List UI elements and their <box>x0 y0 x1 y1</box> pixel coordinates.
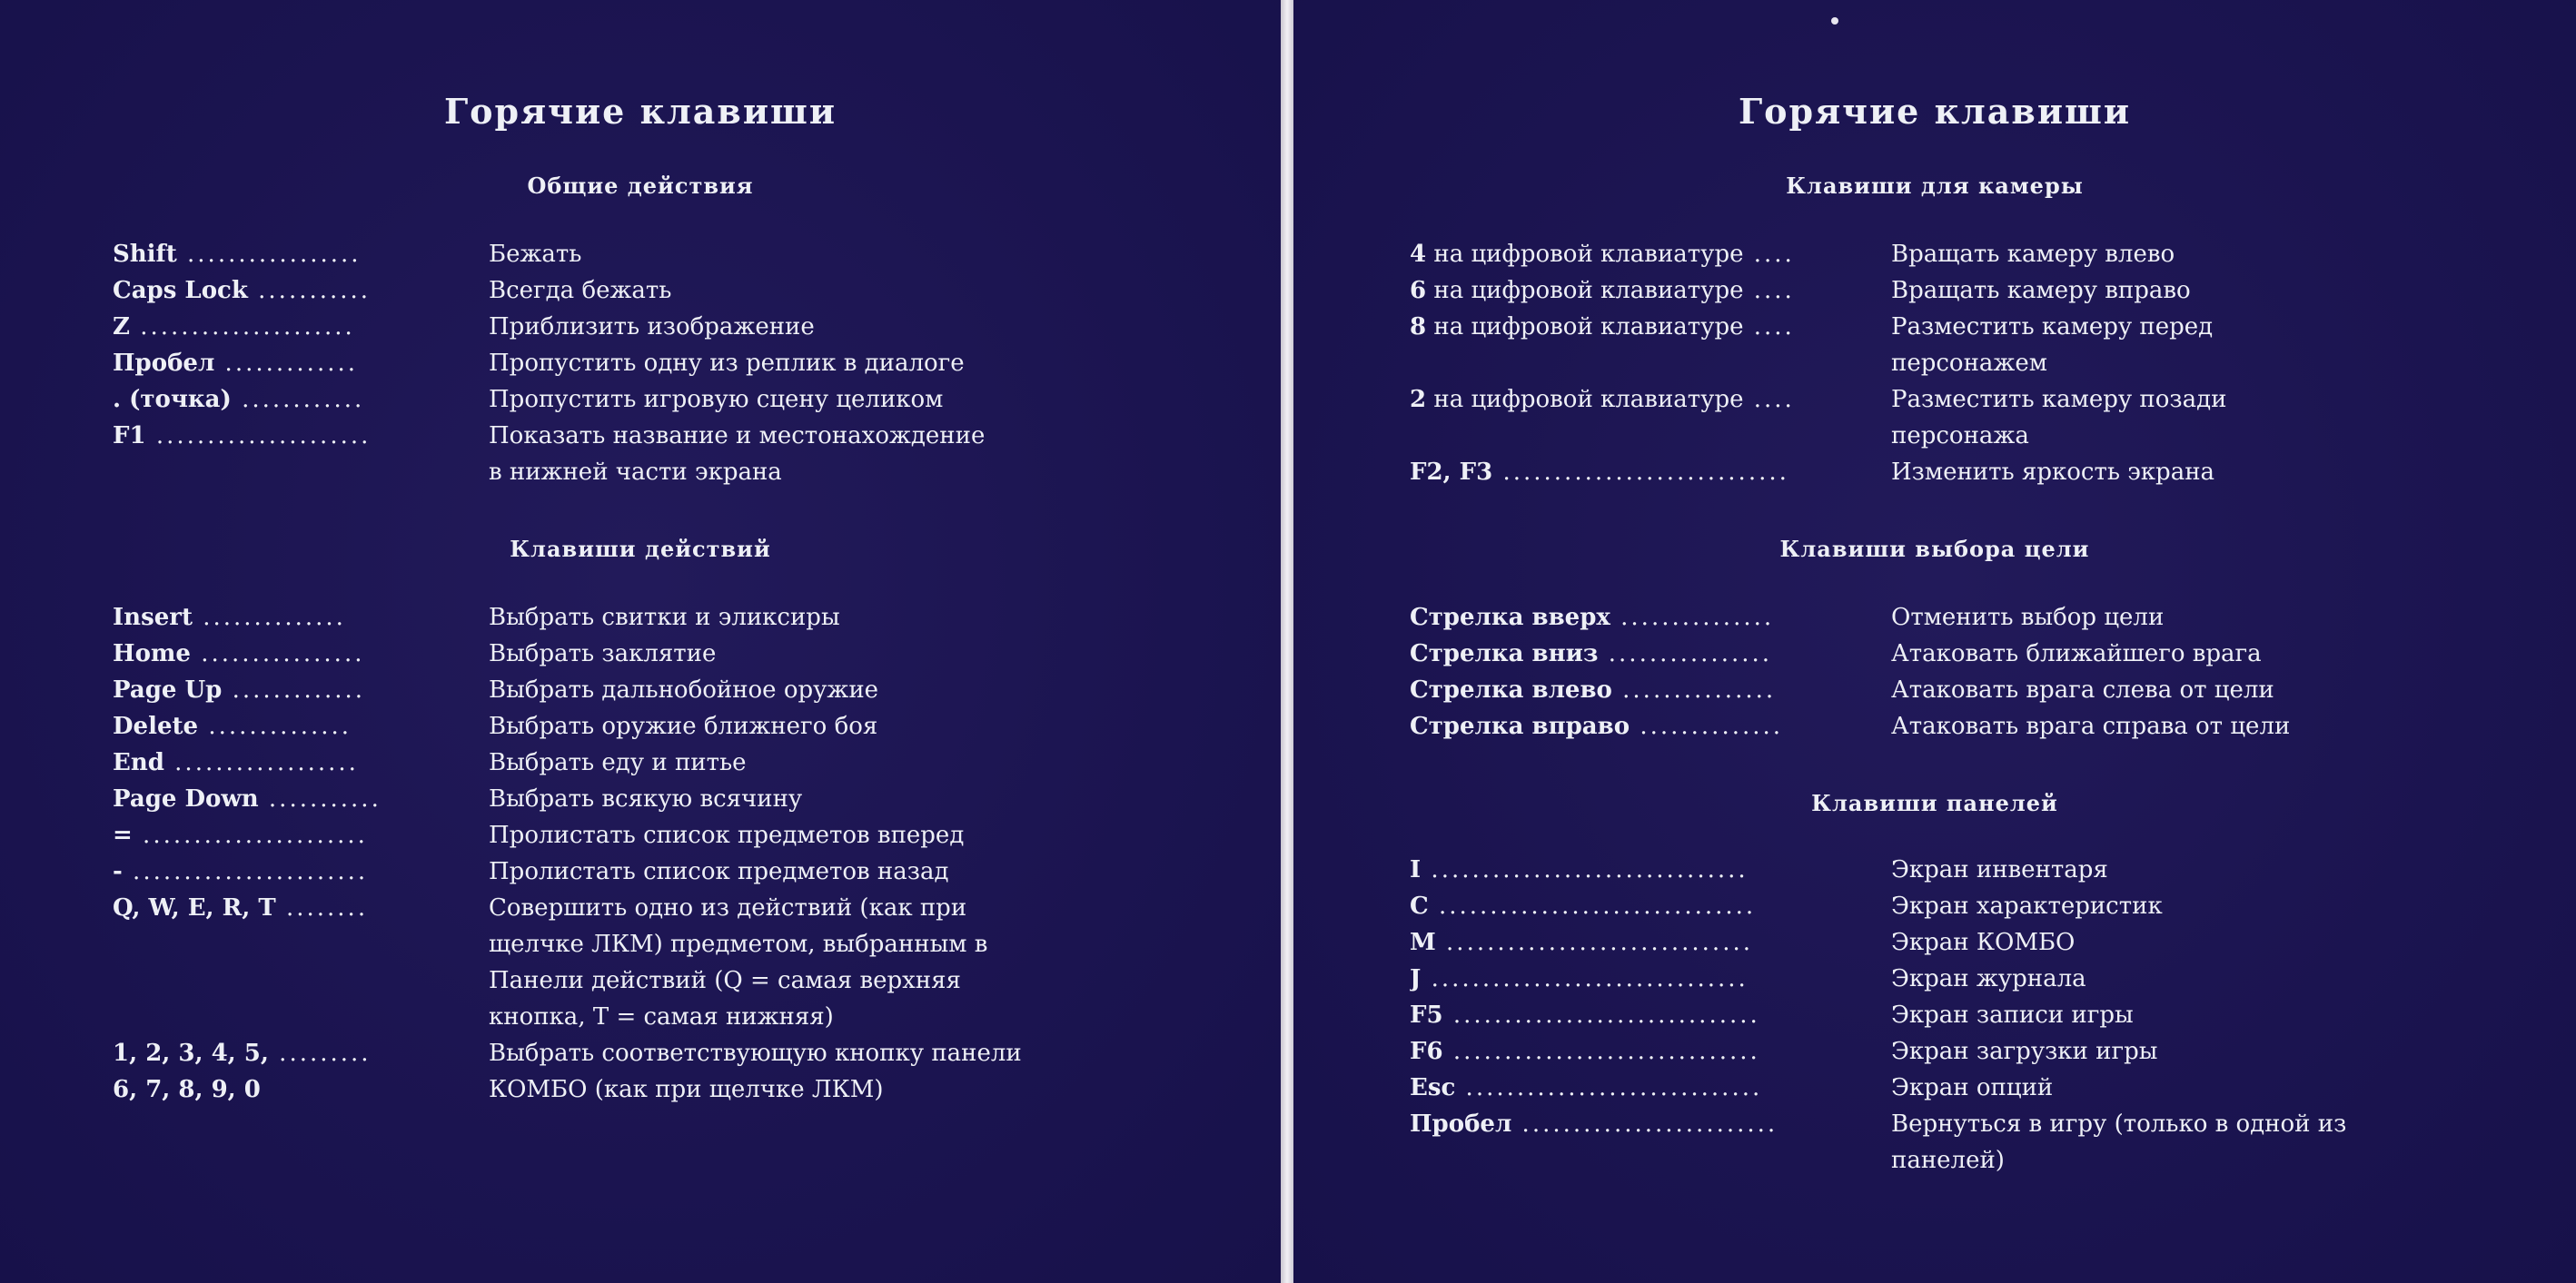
print-dot <box>1831 17 1838 25</box>
leader-dots: .... <box>1743 241 1795 268</box>
leader-dots: ............. <box>214 350 359 377</box>
hotkey-description: Вращать камеру влево <box>1891 241 2175 268</box>
hotkey-description: Экран опций <box>1891 1074 2054 1101</box>
hotkey-description: Выбрать дальнобойное оружие <box>489 676 879 704</box>
hotkey-row <box>113 708 352 745</box>
hotkey-key: Shift <box>113 241 177 268</box>
hotkey-description: Разместить камеру позади <box>1891 386 2227 413</box>
hotkey-key: Стрелка вниз <box>1410 640 1599 667</box>
leader-dots: ............... <box>1610 604 1775 631</box>
hotkey-description: Экран инвентаря <box>1891 856 2108 883</box>
hotkey-row <box>113 781 381 817</box>
leader-dots: ............ <box>231 386 365 413</box>
hotkey-row <box>113 1035 372 1071</box>
leader-dots: .............................. <box>1435 929 1753 956</box>
hotkey-row <box>1410 1106 1778 1142</box>
leader-dots: ..................... <box>145 422 372 449</box>
leader-dots: .............. <box>198 713 352 740</box>
hotkey-row <box>1410 888 1756 924</box>
hotkey-description: Экран КОМБО <box>1891 929 2076 956</box>
hotkey-description: Выбрать оружие ближнего боя <box>489 713 878 740</box>
hotkey-description: Совершить одно из действий (как при <box>489 894 967 922</box>
hotkey-key: 8 <box>1410 313 1427 340</box>
hotkey-key-suffix: на цифровой клавиатуре <box>1426 241 1744 268</box>
hotkey-row <box>113 636 364 672</box>
hotkey-row <box>1410 1070 1762 1106</box>
hotkey-key: = <box>113 822 133 849</box>
leader-dots: .............. <box>192 604 346 631</box>
hotkey-description: Выбрать заклятие <box>489 640 717 667</box>
hotkey-key: Q, W, E, R, T <box>113 894 276 922</box>
hotkey-key: 2 <box>1410 386 1427 413</box>
leader-dots: ................ <box>190 640 365 667</box>
hotkey-key: . (точка) <box>113 386 232 413</box>
hotkey-description: Показать название и местонахождение <box>489 422 986 449</box>
hotkey-key: Стрелка вправо <box>1410 713 1630 740</box>
section-title: Клавиши панелей <box>1811 790 2058 816</box>
section-title: Общие действия <box>527 173 754 199</box>
leader-dots: ............. <box>222 676 366 704</box>
leader-dots: .... <box>1743 386 1795 413</box>
leader-dots: ............................... <box>1428 893 1757 920</box>
section-title: Клавиши выбора цели <box>1779 536 2090 562</box>
left-page <box>0 0 1281 1283</box>
hotkey-key: F2, F3 <box>1410 459 1493 486</box>
hotkey-row <box>113 890 368 926</box>
leader-dots: ........... <box>258 785 381 813</box>
hotkey-key: F5 <box>1410 1002 1443 1029</box>
hotkey-key: I <box>1410 856 1422 883</box>
hotkey-description: Пролистать список предметов вперед <box>489 822 965 849</box>
leader-dots: ............................... <box>1421 965 1749 992</box>
hotkey-description: Пропустить игровую сцену целиком <box>489 386 944 413</box>
hotkey-key: 6 <box>1410 277 1427 304</box>
hotkey-key: 1, 2, 3, 4, 5, <box>113 1040 269 1067</box>
hotkey-key: M <box>1410 929 1436 956</box>
hotkey-description: Выбрать соответствующую кнопку панели <box>489 1040 1022 1067</box>
hotkey-description: персонажа <box>1891 422 2029 449</box>
hotkey-row <box>1410 454 1789 490</box>
leader-dots: ........ <box>275 894 369 922</box>
leader-dots: .... <box>1743 313 1795 340</box>
hotkey-description: Пролистать список предметов назад <box>489 858 949 885</box>
leader-dots: ............................ <box>1492 459 1789 486</box>
page-fold <box>1281 0 1293 1283</box>
hotkey-key: 6, 7, 8, 9, 0 <box>113 1076 261 1103</box>
hotkey-row <box>1410 672 1776 708</box>
hotkey-key: C <box>1410 893 1429 920</box>
hotkey-row <box>1410 852 1749 888</box>
leader-dots: ..................... <box>129 313 355 340</box>
hotkey-key: Стрелка вверх <box>1410 604 1610 631</box>
right-page <box>1293 0 2576 1283</box>
leader-dots: ................. <box>176 241 362 268</box>
hotkey-description: КОМБО (как при щелчке ЛКМ) <box>489 1076 884 1103</box>
page-title: Горячие клавиши <box>1738 91 2132 132</box>
hotkey-description: щелчке ЛКМ) предметом, выбранным в <box>489 931 988 958</box>
hotkey-row <box>113 745 359 781</box>
hotkey-description: Экран загрузки игры <box>1891 1038 2158 1065</box>
leader-dots: ............................... <box>1421 856 1749 883</box>
hotkey-key: Z <box>113 313 130 340</box>
hotkey-description: Бежать <box>489 241 582 268</box>
hotkey-description: Выбрать всякую всячину <box>489 785 803 813</box>
hotkey-row <box>113 418 371 454</box>
hotkey-row <box>1410 997 1760 1033</box>
hotkey-row <box>1410 599 1774 636</box>
leader-dots: ............................. <box>1455 1074 1763 1101</box>
hotkey-key: Insert <box>113 604 193 631</box>
hotkey-key: Page Down <box>113 785 259 813</box>
hotkey-description: Выбрать еду и питье <box>489 749 747 776</box>
leader-dots: .............................. <box>1442 1038 1760 1065</box>
hotkey-description: персонажем <box>1891 350 2047 377</box>
hotkey-row <box>1410 708 1783 745</box>
hotkey-description: Изменить яркость экрана <box>1891 459 2215 486</box>
hotkey-description: кнопка, T = самая нижняя) <box>489 1003 834 1031</box>
hotkey-row <box>113 817 368 854</box>
hotkey-row <box>113 381 364 418</box>
hotkey-description: Разместить камеру перед <box>1891 313 2214 340</box>
hotkey-key: Caps Lock <box>113 277 248 304</box>
hotkey-key: F1 <box>113 422 146 449</box>
hotkey-key: End <box>113 749 164 776</box>
hotkey-description: Выбрать свитки и эликсиры <box>489 604 840 631</box>
hotkey-row <box>113 599 346 636</box>
hotkey-key: F6 <box>1410 1038 1443 1065</box>
hotkey-key: - <box>113 858 123 885</box>
hotkey-description: Атаковать врага справа от цели <box>1891 713 2291 740</box>
hotkey-key: Пробел <box>113 350 215 377</box>
hotkey-row <box>1410 309 1795 345</box>
hotkey-row <box>1410 924 1753 961</box>
hotkey-row <box>113 272 371 309</box>
page-title: Горячие клавиши <box>443 91 837 132</box>
leader-dots: .................. <box>163 749 359 776</box>
hotkey-description: Экран записи игры <box>1891 1002 2134 1029</box>
hotkey-row <box>1410 381 1795 418</box>
hotkey-key: Delete <box>113 713 199 740</box>
hotkey-key: Home <box>113 640 191 667</box>
hotkey-description: Атаковать врага слева от цели <box>1891 676 2274 704</box>
leader-dots: ....................... <box>122 858 369 885</box>
hotkey-key-suffix: на цифровой клавиатуре <box>1426 313 1744 340</box>
hotkey-description: Приблизить изображение <box>489 313 815 340</box>
section-title: Клавиши для камеры <box>1786 173 2084 199</box>
hotkey-key: Пробел <box>1410 1110 1512 1138</box>
hotkey-row <box>113 1071 261 1108</box>
hotkey-description: Вернуться в игру (только в одной из <box>1891 1110 2347 1138</box>
hotkey-row <box>113 672 365 708</box>
hotkey-key-suffix: на цифровой клавиатуре <box>1426 386 1744 413</box>
hotkey-description: Отменить выбор цели <box>1891 604 2165 631</box>
leader-dots: ...................... <box>132 822 368 849</box>
hotkey-description: Экран характеристик <box>1891 893 2163 920</box>
leader-dots: ........... <box>247 277 372 304</box>
section-title: Клавиши действий <box>510 536 771 562</box>
hotkey-description: Всегда бежать <box>489 277 672 304</box>
hotkey-row <box>113 309 355 345</box>
leader-dots: ......... <box>268 1040 372 1067</box>
leader-dots: .... <box>1743 277 1795 304</box>
hotkey-description: в нижней части экрана <box>489 459 782 486</box>
hotkey-row <box>113 345 358 381</box>
leader-dots: .............................. <box>1442 1002 1760 1029</box>
hotkey-description: Пропустить одну из реплик в диалоге <box>489 350 965 377</box>
hotkey-row <box>1410 236 1795 272</box>
leader-dots: .............. <box>1630 713 1784 740</box>
hotkey-description: Экран журнала <box>1891 965 2086 992</box>
leader-dots: ......................... <box>1511 1110 1778 1138</box>
leader-dots: ............... <box>1611 676 1777 704</box>
hotkey-row <box>1410 636 1772 672</box>
hotkey-key: J <box>1410 965 1422 992</box>
hotkey-key-suffix: на цифровой клавиатуре <box>1426 277 1744 304</box>
hotkey-description: Вращать камеру вправо <box>1891 277 2191 304</box>
hotkey-description: Панели действий (Q = самая верхняя <box>489 967 961 994</box>
hotkey-key: 4 <box>1410 241 1427 268</box>
hotkey-row <box>1410 1033 1760 1070</box>
hotkey-row <box>1410 272 1795 309</box>
hotkey-row <box>1410 961 1749 997</box>
hotkey-key: Стрелка влево <box>1410 676 1612 704</box>
hotkey-key: Page Up <box>113 676 223 704</box>
leader-dots: ................ <box>1598 640 1773 667</box>
hotkey-row <box>113 236 362 272</box>
hotkey-key: Esc <box>1410 1074 1456 1101</box>
hotkey-row <box>113 854 368 890</box>
hotkey-description: панелей) <box>1891 1147 2005 1174</box>
hotkey-description: Атаковать ближайшего врага <box>1891 640 2262 667</box>
